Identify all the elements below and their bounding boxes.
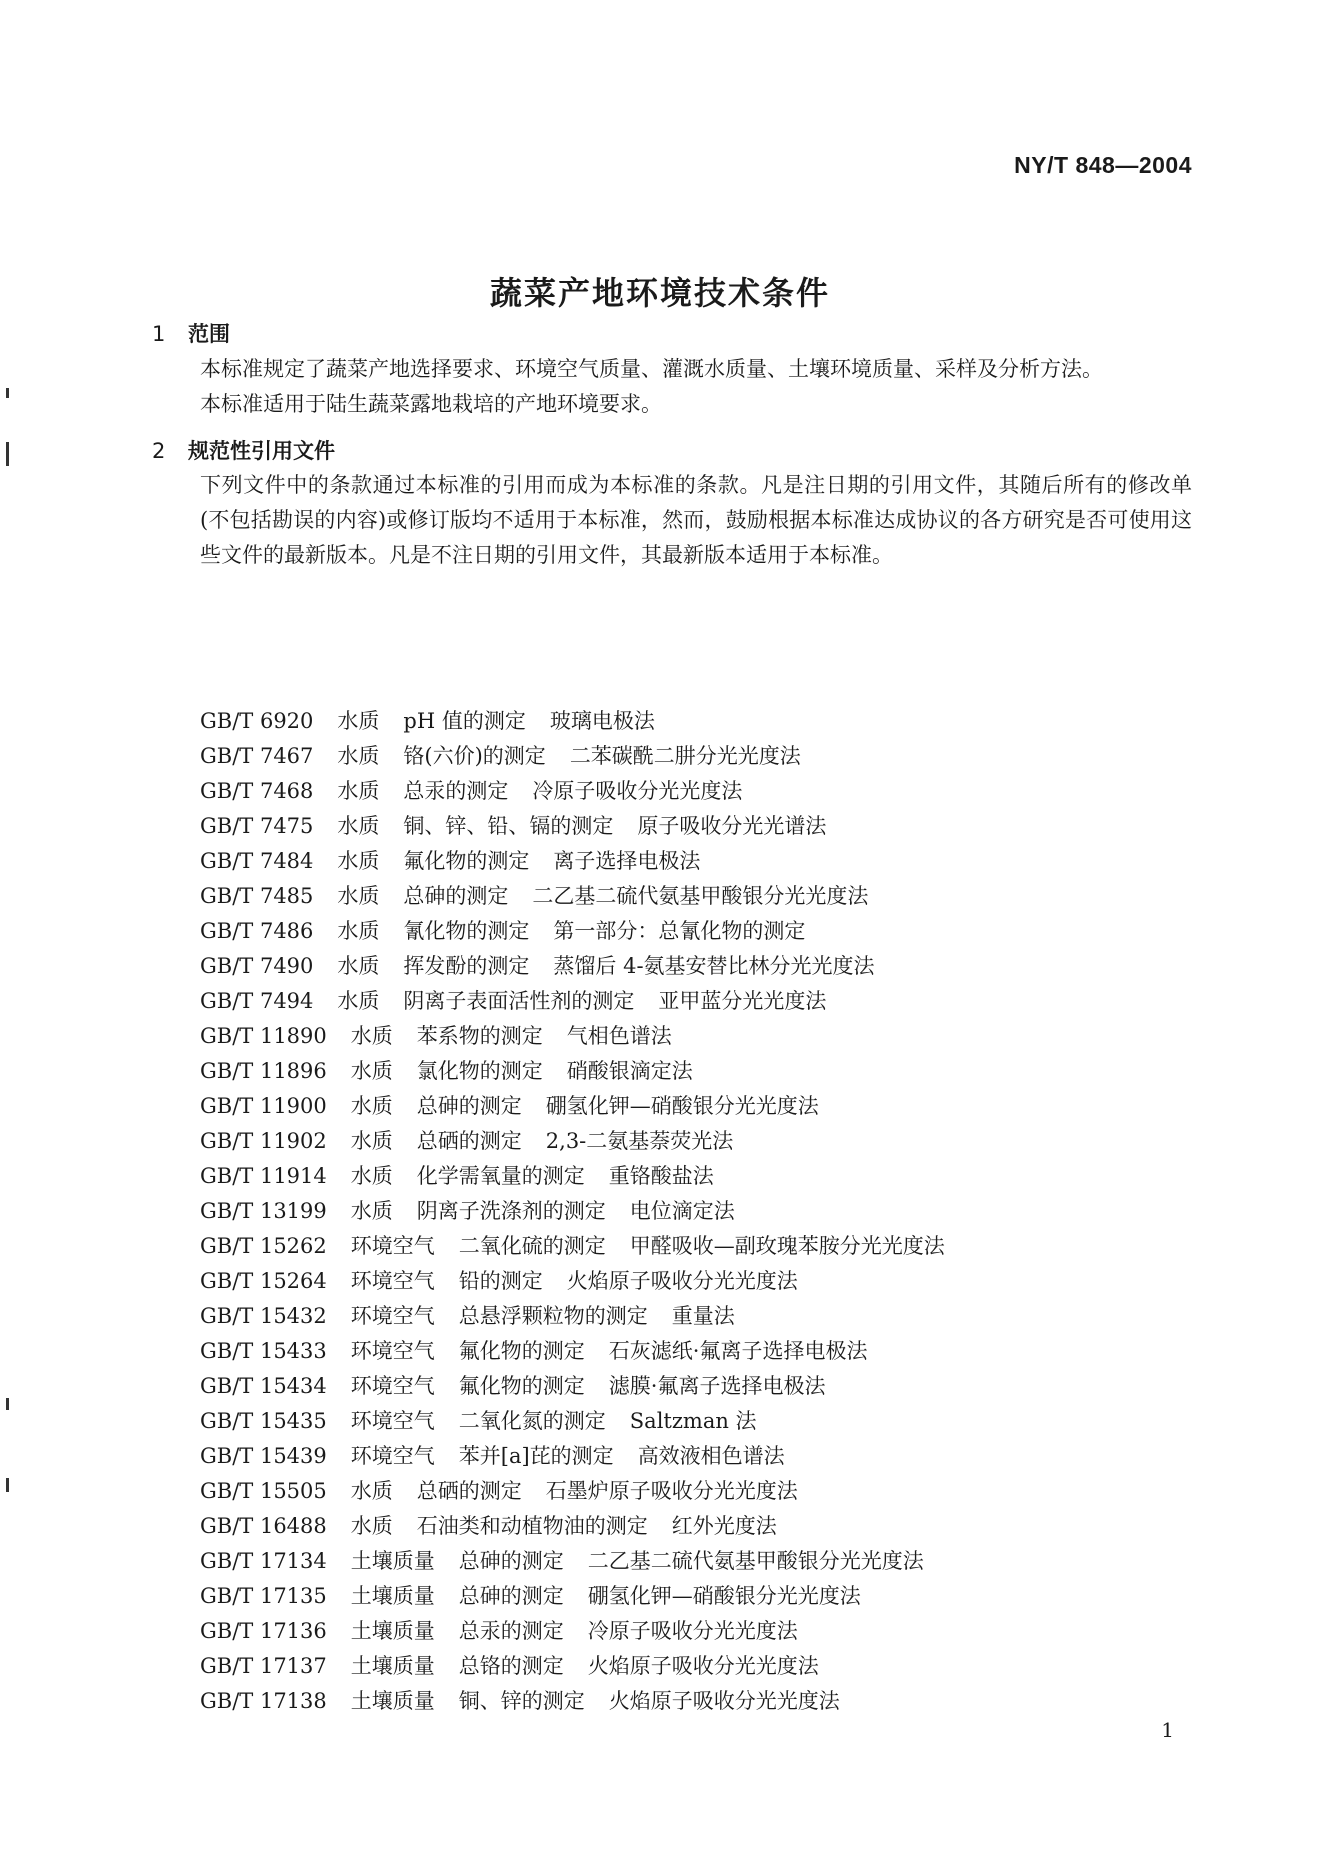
section-2-heading [152,435,335,465]
document-title: 蔬菜产地环境技术条件 [489,274,830,312]
reference-code: GB/T 11914 [200,1164,327,1188]
reference-item [200,1229,1200,1264]
reference-method: 硼氢化钾—硝酸银分光光度法 [545,1094,819,1118]
reference-code: GB/T 11896 [200,1059,327,1083]
paragraph: 下列文件中的条款通过本标准的引用而成为本标准的条款。凡是注日期的引用文件，其随后所有的修改单(不包括勘误的内容)或修订版均不适用于本标准，然而，鼓励根据本标准达成协议的各方研究是否可使用这些文件的最新版本。凡是不注日期的引用文件，其最新版本适用于本标准。 [200,473,1192,567]
reference-method: 火焰原子吸收分光光度法 [566,1269,798,1293]
reference-method: 离子选择电极法 [553,849,701,873]
reference-category: 环境空气 [350,1374,435,1398]
reference-method: 第一部分：总氰化物的测定 [553,919,806,943]
paragraph: 本标准规定了蔬菜产地选择要求、环境空气质量、灌溉水质量、土壤环境质量、采样及分析方法。 [200,357,1103,381]
reference-item [200,774,1200,809]
reference-item [200,1474,1200,1509]
reference-item [200,1194,1200,1229]
reference-item [200,1334,1200,1369]
reference-subject: 氟化物的测定 [458,1339,585,1363]
reference-subject: 铜、锌、铅、镉的测定 [403,814,614,838]
reference-item [200,809,1200,844]
reference-method: 气相色谱法 [566,1024,672,1048]
reference-method: 玻璃电极法 [549,709,655,733]
reference-category: 水质 [350,1514,393,1538]
reference-method: 火焰原子吸收分光光度法 [608,1689,840,1713]
reference-subject: pH 值的测定 [403,709,526,733]
reference-category: 环境空气 [350,1304,435,1328]
reference-item [200,1614,1200,1649]
reference-code: GB/T 16488 [200,1514,327,1538]
reference-method: 二苯碳酰二肼分光光度法 [569,744,801,768]
reference-method: 火焰原子吸收分光光度法 [587,1654,819,1678]
reference-category: 水质 [350,1199,393,1223]
reference-category: 环境空气 [350,1234,435,1258]
reference-item [200,1439,1200,1474]
reference-method: 二乙基二硫代氨基甲酸银分光光度法 [532,884,869,908]
section-number: 1 [152,322,166,346]
reference-category: 水质 [350,1164,393,1188]
reference-code: GB/T 11890 [200,1024,327,1048]
reference-method: 亚甲蓝分光光度法 [658,989,827,1013]
reference-method: Saltzman 法 [629,1409,757,1433]
reference-item [200,879,1200,914]
reference-method: 滤膜·氟离子选择电极法 [608,1374,826,1398]
reference-method: 硼氢化钾—硝酸银分光光度法 [587,1584,861,1608]
reference-code: GB/T 6920 [200,709,314,733]
reference-category: 环境空气 [350,1409,435,1433]
reference-method: 2,3-二氨基萘荧光法 [545,1129,734,1153]
reference-category: 环境空气 [350,1269,435,1293]
reference-item [200,1089,1200,1124]
reference-item [200,949,1200,984]
reference-code: GB/T 17136 [200,1619,327,1643]
reference-subject: 氟化物的测定 [458,1374,585,1398]
reference-code: GB/T 15435 [200,1409,327,1433]
reference-method: 蒸馏后 4-氨基安替比林分光光度法 [553,954,875,978]
reference-category: 水质 [337,814,380,838]
standard-number: NY/T 848—2004 [1014,152,1192,178]
reference-method: 重铬酸盐法 [608,1164,714,1188]
reference-subject: 铅的测定 [458,1269,543,1293]
reference-subject: 阴离子表面活性剂的测定 [403,989,635,1013]
section-1-body [152,352,1192,422]
reference-subject: 石油类和动植物油的测定 [416,1514,648,1538]
reference-code: GB/T 15432 [200,1304,327,1328]
reference-category: 水质 [337,849,380,873]
reference-method: 电位滴定法 [629,1199,735,1223]
reference-list [200,704,1200,1719]
reference-code: GB/T 7467 [200,744,314,768]
reference-code: GB/T 15264 [200,1269,327,1293]
reference-method: 高效液相色谱法 [637,1444,785,1468]
reference-subject: 氰化物的测定 [403,919,530,943]
reference-item [200,1684,1200,1719]
reference-code: GB/T 15434 [200,1374,327,1398]
reference-code: GB/T 7494 [200,989,314,1013]
reference-category: 水质 [337,884,380,908]
reference-subject: 总砷的测定 [458,1549,564,1573]
reference-category: 土壤质量 [350,1689,435,1713]
reference-code: GB/T 7485 [200,884,314,908]
reference-subject: 苯系物的测定 [416,1024,543,1048]
reference-category: 水质 [350,1094,393,1118]
reference-category: 水质 [337,919,380,943]
reference-subject: 总砷的测定 [458,1584,564,1608]
reference-method: 红外光度法 [671,1514,777,1538]
reference-subject: 总砷的测定 [403,884,509,908]
reference-item [200,1299,1200,1334]
reference-code: GB/T 7484 [200,849,314,873]
reference-subject: 铬(六价)的测定 [403,744,546,768]
scan-edge-mark [6,1398,9,1410]
reference-category: 土壤质量 [350,1654,435,1678]
reference-method: 石墨炉原子吸收分光光度法 [545,1479,798,1503]
reference-item [200,1369,1200,1404]
reference-category: 水质 [350,1024,393,1048]
reference-method: 甲醛吸收—副玫瑰苯胺分光光度法 [629,1234,945,1258]
reference-subject: 总汞的测定 [458,1619,564,1643]
reference-category: 土壤质量 [350,1619,435,1643]
page-number: 1 [1161,1718,1174,1742]
reference-subject: 化学需氧量的测定 [416,1164,585,1188]
reference-item [200,1019,1200,1054]
reference-item [200,1054,1200,1089]
reference-category: 水质 [337,954,380,978]
reference-subject: 总硒的测定 [416,1479,522,1503]
paragraph: 本标准适用于陆生蔬菜露地栽培的产地环境要求。 [200,392,662,416]
reference-category: 水质 [337,989,380,1013]
reference-item [200,1124,1200,1159]
reference-code: GB/T 7486 [200,919,314,943]
reference-item [200,844,1200,879]
reference-code: GB/T 11902 [200,1129,327,1153]
scan-edge-mark [6,388,9,398]
section-title: 范围 [188,322,230,346]
reference-category: 水质 [337,779,380,803]
reference-category: 水质 [350,1129,393,1153]
reference-subject: 二氧化氮的测定 [458,1409,606,1433]
reference-subject: 苯并[a]芘的测定 [458,1444,614,1468]
reference-method: 硝酸银滴定法 [566,1059,693,1083]
reference-code: GB/T 7468 [200,779,314,803]
reference-item [200,914,1200,949]
reference-method: 二乙基二硫代氨基甲酸银分光光度法 [587,1549,924,1573]
reference-category: 土壤质量 [350,1549,435,1573]
reference-item [200,984,1200,1019]
reference-category: 水质 [337,744,380,768]
scan-edge-mark [6,442,9,466]
reference-method: 冷原子吸收分光光度法 [532,779,743,803]
reference-code: GB/T 15262 [200,1234,327,1258]
reference-subject: 氯化物的测定 [416,1059,543,1083]
reference-subject: 铜、锌的测定 [458,1689,585,1713]
reference-subject: 氟化物的测定 [403,849,530,873]
reference-code: GB/T 17135 [200,1584,327,1608]
reference-subject: 阴离子洗涤剂的测定 [416,1199,606,1223]
reference-code: GB/T 15433 [200,1339,327,1363]
reference-subject: 总汞的测定 [403,779,509,803]
reference-category: 环境空气 [350,1444,435,1468]
reference-method: 石灰滤纸·氟离子选择电极法 [608,1339,868,1363]
reference-category: 水质 [337,709,380,733]
reference-item [200,1264,1200,1299]
reference-item [200,1579,1200,1614]
section-2-body [152,468,1192,573]
reference-category: 土壤质量 [350,1584,435,1608]
scan-edge-mark [6,1478,9,1492]
reference-code: GB/T 7475 [200,814,314,838]
reference-subject: 挥发酚的测定 [403,954,530,978]
reference-item [200,1159,1200,1194]
reference-item [200,739,1200,774]
reference-item [200,704,1200,739]
reference-item [200,1509,1200,1544]
reference-item [200,1404,1200,1439]
section-title: 规范性引用文件 [188,439,335,463]
reference-category: 环境空气 [350,1339,435,1363]
reference-item [200,1649,1200,1684]
reference-code: GB/T 13199 [200,1199,327,1223]
reference-code: GB/T 17134 [200,1549,327,1573]
section-number: 2 [152,439,166,463]
reference-code: GB/T 7490 [200,954,314,978]
reference-category: 水质 [350,1059,393,1083]
reference-method: 原子吸收分光光谱法 [637,814,827,838]
reference-subject: 总硒的测定 [416,1129,522,1153]
reference-item [200,1544,1200,1579]
reference-code: GB/T 17137 [200,1654,327,1678]
reference-code: GB/T 15505 [200,1479,327,1503]
reference-method: 重量法 [671,1304,735,1328]
reference-subject: 总悬浮颗粒物的测定 [458,1304,648,1328]
reference-category: 水质 [350,1479,393,1503]
reference-subject: 二氧化硫的测定 [458,1234,606,1258]
section-1-heading [152,318,230,348]
reference-subject: 总铬的测定 [458,1654,564,1678]
reference-subject: 总砷的测定 [416,1094,522,1118]
reference-code: GB/T 15439 [200,1444,327,1468]
reference-method: 冷原子吸收分光光度法 [587,1619,798,1643]
reference-code: GB/T 17138 [200,1689,327,1713]
reference-code: GB/T 11900 [200,1094,327,1118]
